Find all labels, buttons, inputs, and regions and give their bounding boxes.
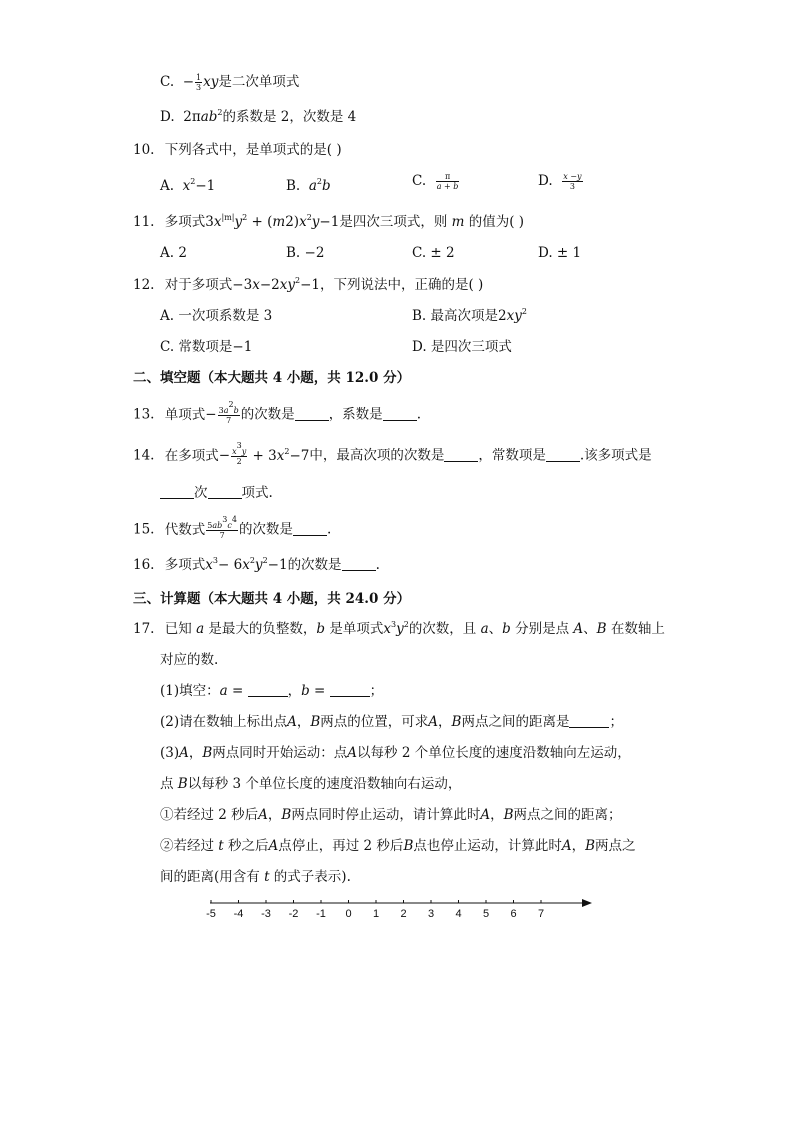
q10-option-a: A. $x^2-1$ [160, 177, 216, 194]
q17-case2-line2: 间的距离(用含有 t 的式子表示). [160, 869, 351, 885]
number-line-tick-label: 4 [455, 908, 462, 920]
answer-blank[interactable] [160, 484, 194, 499]
number-line-tick-label: -3 [261, 908, 271, 920]
q9-option-d: D. 2πab$^2$的系数是 2，次数是 4 [160, 108, 357, 125]
q14-stem: 14. 在多项式− $\frac{x^3y}{2}$ + $3x^2-7$中，最高次项的次数是 ，常数项是 .该多项式是 [133, 441, 652, 466]
fraction: $\frac{x^3y}{2}$ [232, 441, 247, 466]
q17-part3: (3)A，B两点同时开始运动：点A以每秒 2 个单位长度的速度沿数轴向左运动， [160, 745, 631, 761]
q10-stem: 10. 下列各式中，是单项式的是( ) [133, 142, 342, 158]
fraction: $\frac{3a^2b}{7}$ [218, 400, 239, 425]
number-line-tick-label: -2 [288, 908, 299, 920]
number-line-tick-label: 5 [482, 908, 490, 920]
number-line [200, 893, 600, 923]
answer-blank[interactable] [293, 521, 327, 536]
answer-blank[interactable] [383, 406, 417, 421]
number-line-tick-label: 1 [372, 908, 380, 920]
q17-line2: 对应的数. [160, 652, 219, 668]
section-heading-fill-in: 二、填空题（本大题共 4 小题，共 12.0 分） [133, 370, 411, 386]
q12-option-a: A. 一次项系数是 3 [160, 308, 273, 324]
fraction: $\frac{1}{3}$ [196, 73, 202, 92]
answer-blank[interactable] [295, 406, 329, 421]
q10-option-d: D. $\frac{x -y}{3}$ [538, 172, 582, 191]
answer-blank[interactable] [569, 713, 609, 728]
q11-option-c: C. ± 2 [412, 245, 455, 261]
q10-option-c: C. $\frac{\pi}{a + b}$ [412, 172, 459, 191]
answer-blank[interactable] [208, 484, 242, 499]
fraction: $\frac{5ab^3c^4}{7}$ [207, 515, 237, 540]
number-line-tick-label: 6 [510, 908, 517, 920]
answer-blank[interactable] [330, 682, 370, 697]
q17-part1: (1)填空：a = ，b = ； [160, 683, 384, 699]
answer-blank[interactable] [546, 447, 580, 462]
q11-option-b: B. −2 [286, 245, 325, 261]
section-heading-calculation: 三、计算题（本大题共 4 小题，共 24.0 分） [133, 591, 411, 607]
q11-option-d: D. ± 1 [538, 245, 582, 261]
number-line-tick-label: -1 [316, 908, 326, 920]
q12-option-c: C. 常数项是−1 [160, 339, 253, 355]
arrow-right-icon [582, 899, 592, 907]
q11-option-a: A. 2 [160, 245, 187, 261]
q11-stem: 11. 多项式$3x^{|m|}y^2 + (m2)x^2y-1$是四次三项式，则 m 的值为( ) [133, 213, 525, 230]
q15-stem: 15. 代数式 $\frac{5ab^3c^4}{7}$ 的次数是 . [133, 515, 332, 540]
q17-case1: ①若经过 2 秒后A，B两点同时停止运动，请计算此时A，B两点之间的距离； [160, 807, 622, 823]
answer-blank[interactable] [342, 556, 376, 571]
number-line-tick-label: 7 [537, 908, 545, 920]
fraction: $\frac{x -y}{3}$ [563, 172, 582, 191]
q16-stem: 16. 多项式$x^3- 6x^2y^2-1$的次数是 . [133, 556, 380, 573]
fraction: $\frac{\pi}{a + b}$ [436, 172, 459, 191]
q9-option-c: C. − $\frac{1}{3}$ xy是二次单项式 [160, 73, 300, 92]
number-line-tick-label: 2 [400, 908, 407, 920]
number-line-tick-label: -5 [206, 908, 216, 920]
q17-part3-line2: 点 B以每秒 3 个单位长度的速度沿数轴向右运动， [160, 776, 462, 792]
number-line-tick-label: -4 [233, 908, 244, 920]
answer-blank[interactable] [444, 447, 478, 462]
number-line-tick-label: 0 [345, 908, 352, 920]
q12-stem: 12. 对于多项式$-3x-2xy^2-1$，下列说法中，正确的是( ) [133, 276, 484, 293]
q12-option-d: D. 是四次三项式 [412, 339, 512, 355]
q12-option-b: B. 最高次项是$2xy^2$ [412, 307, 527, 324]
q10-option-b: B. $a^2b$ [286, 177, 331, 194]
number-line-tick-label: 3 [427, 908, 435, 920]
q17-part2: (2)请在数轴上标出点A，B两点的位置，可求A，B两点之间的距离是 ； [160, 714, 623, 730]
q14-line2: 次 项式. [160, 484, 273, 502]
q17-line1: 17. 已知 a 是最大的负整数，b 是单项式$x^3y^2$的次数，且 a、b 分别是点 A、B 在数轴上 [133, 620, 665, 637]
q17-case2: ②若经过 t 秒之后A点停止，再过 2 秒后B点也停止运动，计算此时A，B两点之 [160, 838, 636, 854]
q13-stem: 13. 单项式− $\frac{3a^2b}{7}$ 的次数是 ，系数是 . [133, 400, 421, 425]
answer-blank[interactable] [248, 682, 288, 697]
